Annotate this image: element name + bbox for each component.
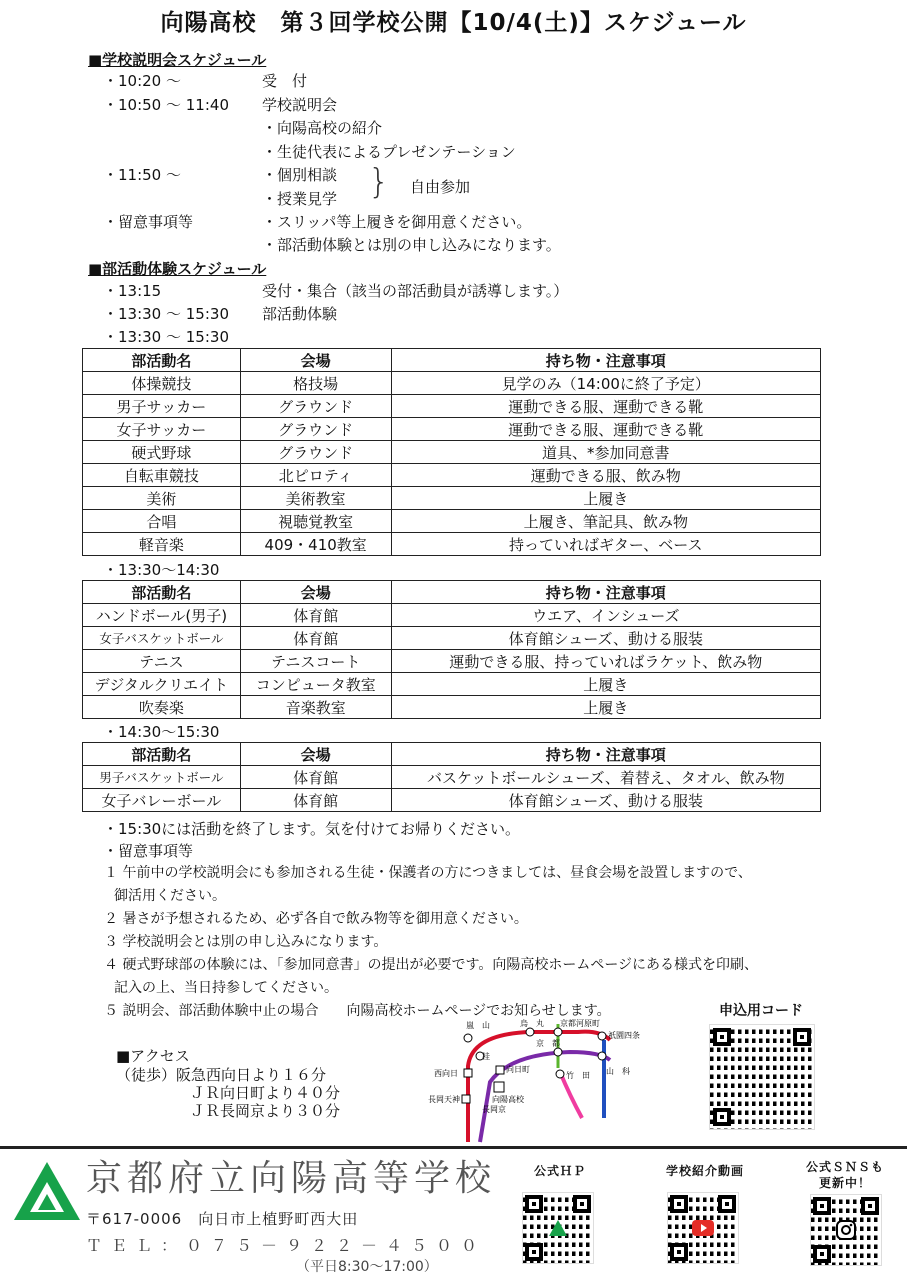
end-notice: ・15:30には活動を終了します。気を付けてお帰りください。 <box>103 820 521 838</box>
table-row <box>83 418 821 441</box>
footer-divider <box>0 1146 907 1149</box>
map-label: 長岡天神 <box>428 1095 460 1104</box>
club-name: テニス <box>83 650 241 673</box>
header-club: 部活動名 <box>83 581 241 604</box>
club-venue: 409・410教室 <box>240 533 391 556</box>
note-item: 記入の上、当日持参してください。 <box>114 980 338 996</box>
note-item: 御活用ください。 <box>114 888 226 904</box>
map-label: 山 科 <box>606 1067 630 1076</box>
briefing-item: ・授業見学 <box>262 190 338 208</box>
clubs-heading: ■部活動体験スケジュール <box>88 260 267 278</box>
briefing-time: ・11:50 ～ <box>103 166 181 184</box>
club-name: 女子バレーボール <box>83 789 241 812</box>
header-notes: 持ち物・注意事項 <box>391 349 820 372</box>
table-row <box>83 766 821 789</box>
sns-qr-code[interactable] <box>810 1194 882 1266</box>
header-notes: 持ち物・注意事項 <box>391 743 820 766</box>
clubs-item: 部活動体験 <box>262 305 338 323</box>
briefing-item: ・スリッパ等上履きを御用意ください。 <box>262 213 532 231</box>
club-notes: バスケットボールシューズ、着替え、タオル、飲み物 <box>391 766 820 789</box>
club-name: 硬式野球 <box>83 441 241 464</box>
club-group-label: ・14:30～15:30 <box>103 723 220 741</box>
qr-video-label: 学校紹介動画 <box>665 1164 744 1178</box>
table-row <box>83 395 821 418</box>
header-venue: 会場 <box>240 581 391 604</box>
map-label: 烏 丸 <box>520 1019 544 1028</box>
table-row <box>83 789 821 812</box>
club-name: 男子サッカー <box>83 395 241 418</box>
club-table-2 <box>82 580 821 719</box>
school-logo-icon <box>548 1219 568 1237</box>
table-row <box>83 487 821 510</box>
note-item: ５ 説明会、部活動体験中止の場合 向陽高校ホームページでお知らせします。 <box>104 1003 611 1019</box>
club-notes: 上履き <box>391 696 820 719</box>
clubs-time: ・13:15 <box>103 282 162 300</box>
table-row <box>83 627 821 650</box>
briefing-item: ・部活動体験とは別の申し込みになります。 <box>262 236 561 254</box>
club-venue: 北ピロティ <box>240 464 391 487</box>
club-notes: 運動できる服、運動できる靴 <box>391 395 820 418</box>
club-name: 女子サッカー <box>83 418 241 441</box>
club-name: デジタルクリエイト <box>83 673 241 696</box>
club-notes: 運動できる服、飲み物 <box>391 464 820 487</box>
access-line: ＪＲ向日町より４０分 <box>190 1084 341 1102</box>
note-item: ３ 学校説明会とは別の申し込みになります。 <box>104 934 388 950</box>
header-club: 部活動名 <box>83 743 241 766</box>
table-header-row <box>83 581 821 604</box>
map-label: 向日町 <box>506 1065 530 1074</box>
school-building-icon <box>494 1082 504 1092</box>
briefing-item: 学校説明会 <box>262 96 338 114</box>
table-header-row <box>83 743 821 766</box>
instagram-icon <box>836 1220 856 1240</box>
club-venue: グラウンド <box>240 441 391 464</box>
map-label: 京 都 <box>536 1039 560 1048</box>
briefing-item: 受 付 <box>262 72 308 90</box>
club-venue: テニスコート <box>240 650 391 673</box>
route-map <box>420 1016 650 1144</box>
hp-qr-code[interactable] <box>522 1192 594 1264</box>
briefing-time: ・10:20 ～ <box>103 72 181 90</box>
table-row <box>83 650 821 673</box>
school-name: 京都府立向陽高等学校 <box>86 1158 497 1199</box>
club-notes: 道具、*参加同意書 <box>391 441 820 464</box>
map-label: 向陽高校 <box>492 1095 524 1104</box>
map-label: 桂 <box>482 1052 490 1061</box>
club-venue: 格技場 <box>240 372 391 395</box>
table-header-row <box>83 349 821 372</box>
youtube-icon <box>692 1220 714 1236</box>
brace-icon: } <box>368 162 390 202</box>
briefing-heading: ■学校説明会スケジュール <box>88 51 267 69</box>
note-item: １ 午前中の学校説明会にも参加される生徒・保護者の方につきましては、昼食会場を設置しますので、 <box>104 865 752 881</box>
table-row <box>83 441 821 464</box>
free-participation-note: 自由参加 <box>410 178 471 196</box>
club-notes: 見学のみ（14:00に終了予定） <box>391 372 820 395</box>
header-venue: 会場 <box>240 349 391 372</box>
header-venue: 会場 <box>240 743 391 766</box>
club-table-1 <box>82 348 821 556</box>
club-name: 体操競技 <box>83 372 241 395</box>
club-venue: コンピュータ教室 <box>240 673 391 696</box>
club-notes: 運動できる服、運動できる靴 <box>391 418 820 441</box>
access-heading: ■アクセス <box>116 1047 190 1065</box>
club-venue: 体育館 <box>240 789 391 812</box>
table-row <box>83 673 821 696</box>
access-line: ＪＲ長岡京より３０分 <box>190 1102 341 1120</box>
club-name: 自転車競技 <box>83 464 241 487</box>
office-hours: （平日8:30～17:00） <box>296 1259 438 1275</box>
apply-qr-code[interactable] <box>709 1024 815 1130</box>
club-name: 美術 <box>83 487 241 510</box>
table-row <box>83 533 821 556</box>
briefing-item: ・生徒代表によるプレゼンテーション <box>262 143 516 161</box>
club-name: 女子バスケットボール <box>83 627 241 650</box>
header-club: 部活動名 <box>83 349 241 372</box>
club-notes: 上履き <box>391 673 820 696</box>
clubs-item: 受付・集合（該当の部活動員が誘導します。） <box>262 282 569 300</box>
club-venue: 視聴覚教室 <box>240 510 391 533</box>
club-venue: グラウンド <box>240 418 391 441</box>
club-venue: 音楽教室 <box>240 696 391 719</box>
club-table-3 <box>82 742 821 812</box>
briefing-item: ・向陽高校の紹介 <box>262 119 383 137</box>
club-name: 合唱 <box>83 510 241 533</box>
table-row <box>83 696 821 719</box>
map-label: 祇園四条 <box>608 1031 640 1040</box>
club-group-label: ・13:30 ～ 15:30 <box>103 328 229 346</box>
clubs-time: ・13:30 ～ 15:30 <box>103 305 229 323</box>
note-item: ４ 硬式野球部の体験には、「参加同意書」の提出が必要です。向陽高校ホームページにある様式を印刷、 <box>104 957 759 973</box>
header-notes: 持ち物・注意事項 <box>391 581 820 604</box>
club-name: 軽音楽 <box>83 533 241 556</box>
qr-sns-label-2: 更新中！ <box>818 1176 871 1190</box>
note-item: ２ 暑さが予想されるため、必ず各自で飲み物等を御用意ください。 <box>104 911 528 927</box>
club-name: ハンドボール(男子) <box>83 604 241 627</box>
apply-code-label: 申込用コード <box>719 1003 803 1019</box>
table-row <box>83 372 821 395</box>
club-notes: 体育館シューズ、動ける服装 <box>391 627 820 650</box>
table-row <box>83 604 821 627</box>
briefing-item: ・個別相談 <box>262 166 338 184</box>
club-notes: 運動できる服、持っていればラケット、飲み物 <box>391 650 820 673</box>
map-label: 西向日 <box>434 1069 458 1078</box>
club-name: 吹奏楽 <box>83 696 241 719</box>
table-row <box>83 510 821 533</box>
club-notes: 体育館シューズ、動ける服装 <box>391 789 820 812</box>
school-logo <box>12 1160 82 1222</box>
club-notes: 持っていればギター、ベース <box>391 533 820 556</box>
table-row <box>83 464 821 487</box>
qr-sns-label-1: 公式ＳＮＳも <box>805 1160 884 1174</box>
club-notes: ウエア、インシューズ <box>391 604 820 627</box>
qr-hp-label: 公式ＨＰ <box>533 1164 586 1178</box>
school-tel: ＴＥＬ：０７５－９２２－４５００ <box>86 1236 487 1255</box>
access-line: （徒歩）阪急西向日より１６分 <box>116 1066 327 1084</box>
school-address: 〒617-0006 向日市上植野町西大田 <box>86 1210 359 1228</box>
club-group-label: ・13:30～14:30 <box>103 561 220 579</box>
map-label: 竹 田 <box>566 1071 590 1080</box>
club-name: 男子バスケットボール <box>83 766 241 789</box>
club-venue: 体育館 <box>240 766 391 789</box>
map-label: 嵐 山 <box>466 1021 490 1030</box>
club-venue: 美術教室 <box>240 487 391 510</box>
club-notes: 上履き <box>391 487 820 510</box>
club-venue: 体育館 <box>240 604 391 627</box>
page-title: 向陽高校 第３回学校公開【10/4(土)】スケジュール <box>160 10 747 36</box>
map-label: 長岡京 <box>482 1105 506 1114</box>
club-venue: 体育館 <box>240 627 391 650</box>
briefing-time: ・10:50 ～ 11:40 <box>103 96 229 114</box>
map-label: 京都河原町 <box>560 1019 600 1028</box>
club-venue: グラウンド <box>240 395 391 418</box>
briefing-time: ・留意事項等 <box>103 213 194 231</box>
notes-heading: ・留意事項等 <box>103 842 194 860</box>
club-notes: 上履き、筆記具、飲み物 <box>391 510 820 533</box>
video-qr-code[interactable] <box>667 1192 739 1264</box>
